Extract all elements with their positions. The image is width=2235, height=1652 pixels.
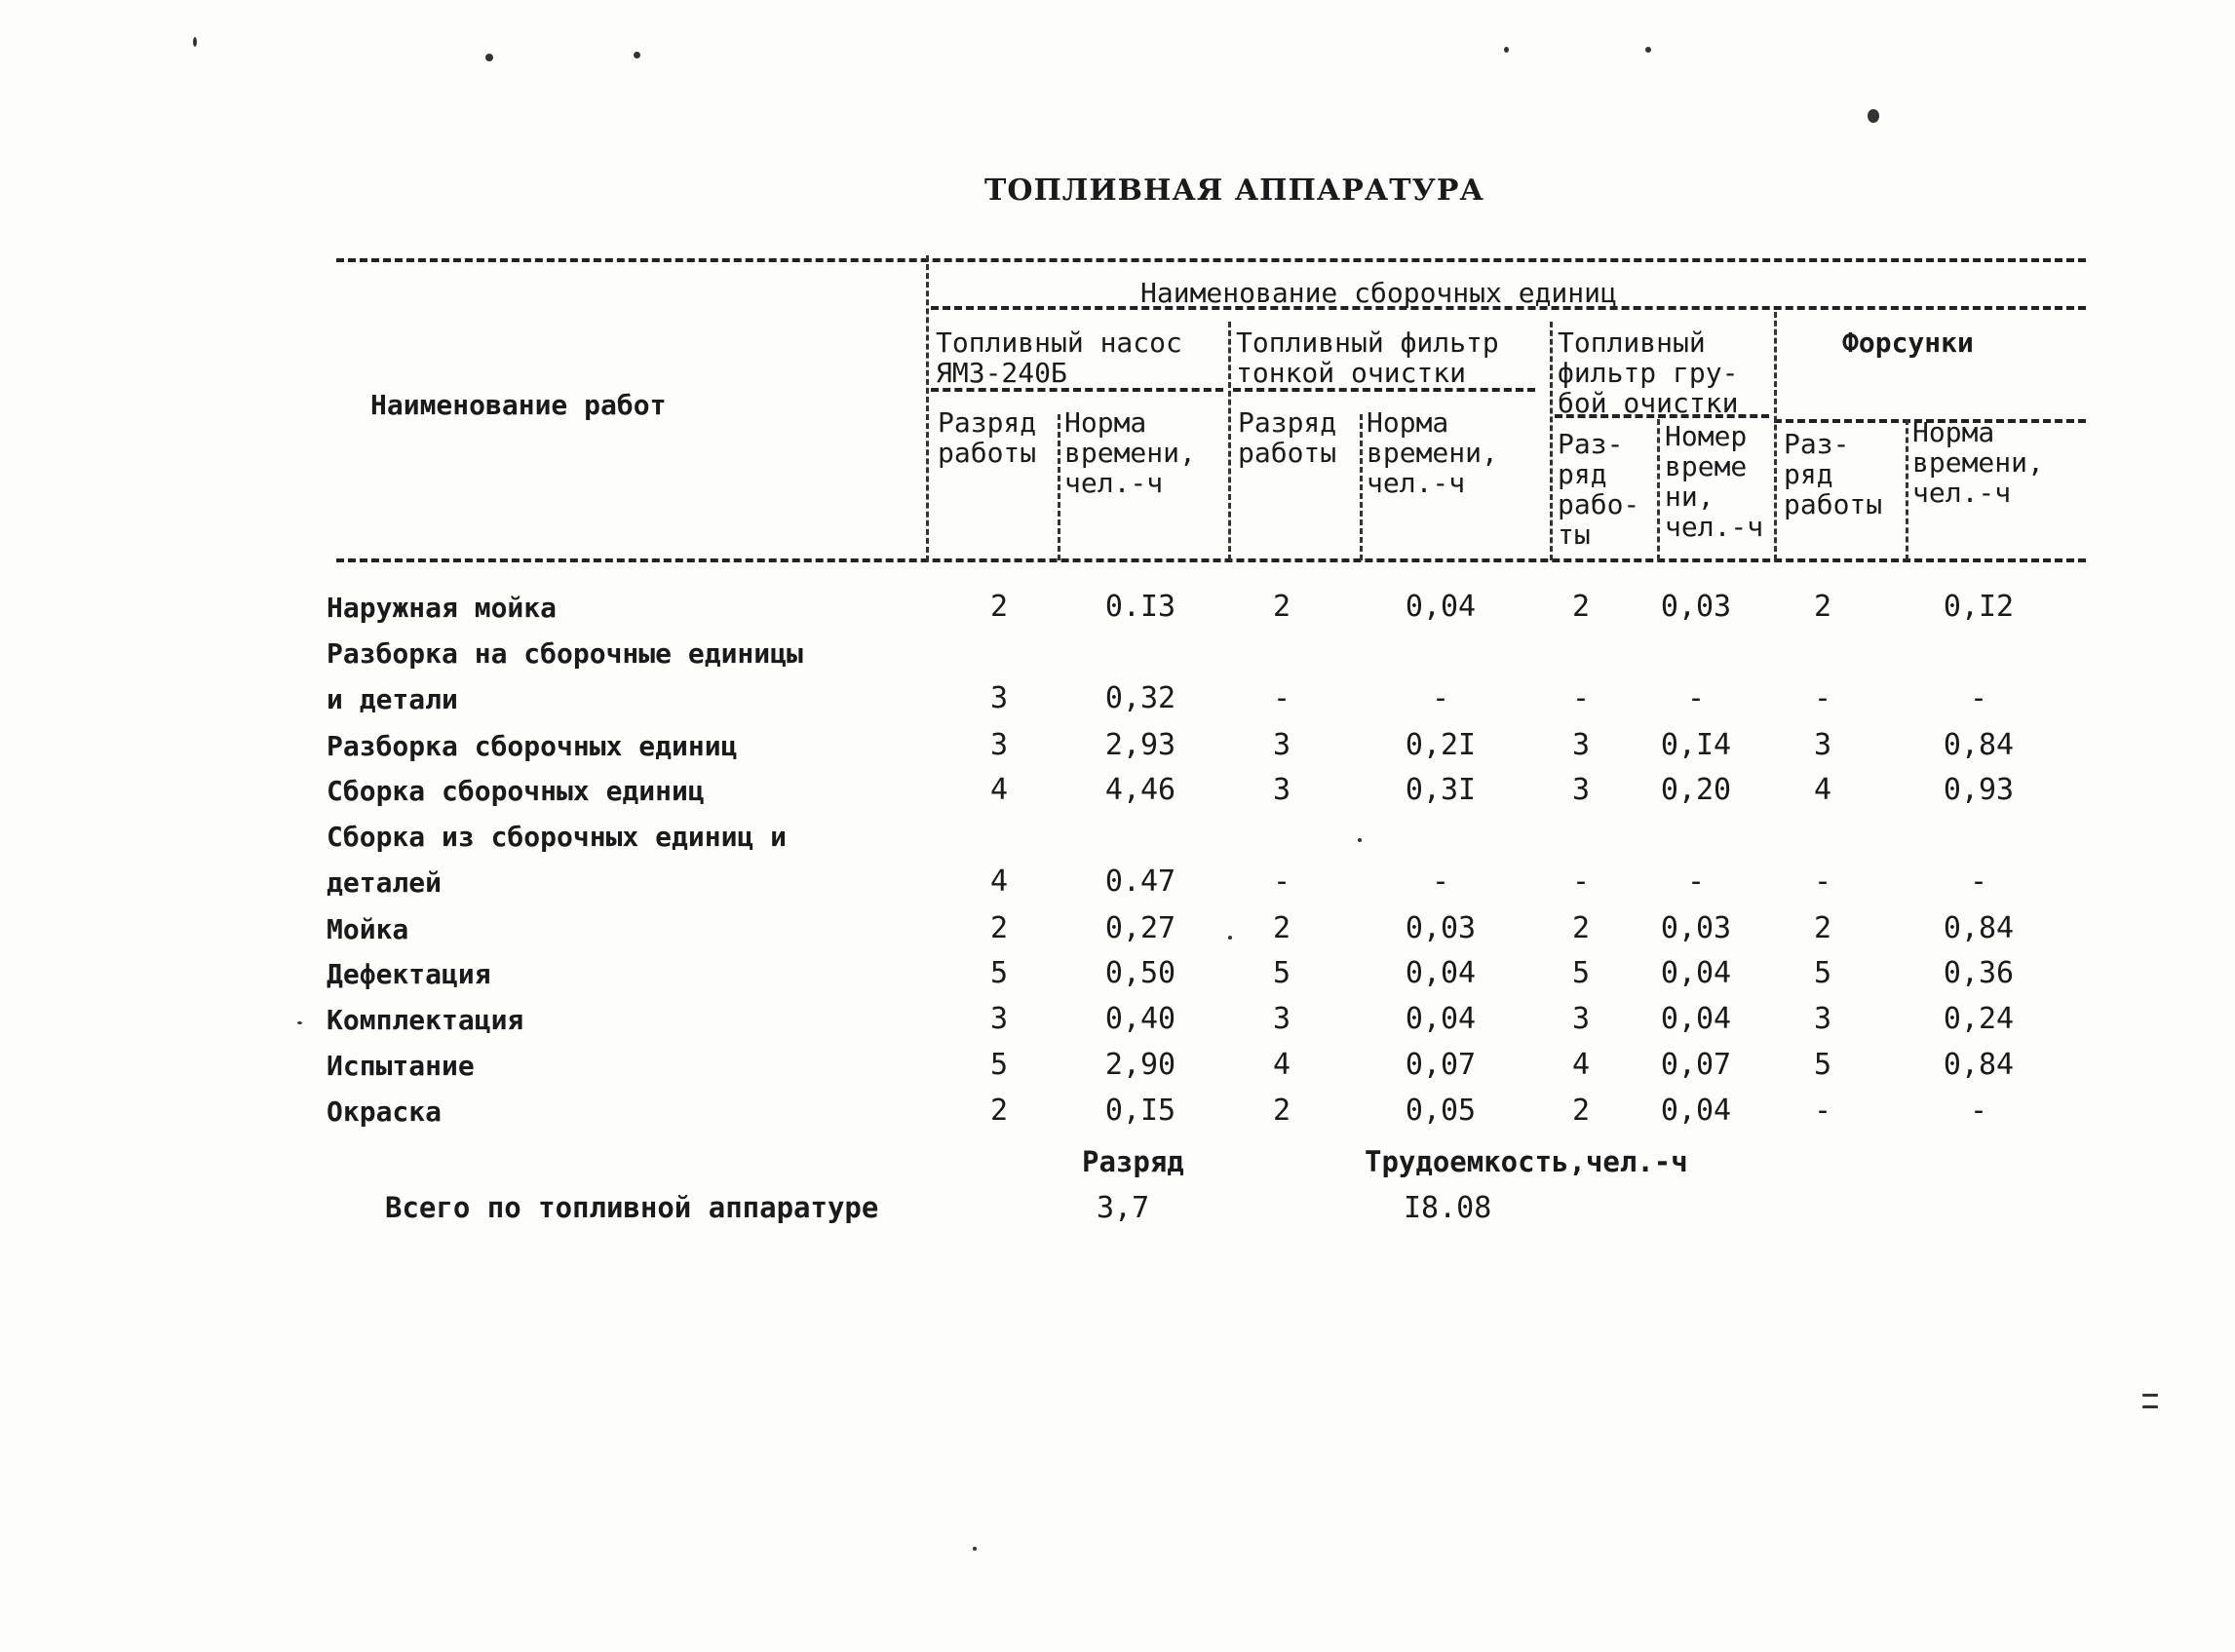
col-separator-7	[1906, 419, 1908, 560]
table-cell: 3	[1571, 773, 1591, 807]
table-cell: 2	[1813, 911, 1832, 945]
table-cell: -	[1686, 681, 1706, 715]
table-cell: 2,90	[1104, 1048, 1176, 1082]
table-cell: 2	[1571, 1094, 1591, 1128]
group-fuel-pump-line1: Топливный насос	[936, 327, 1182, 359]
scan-speck	[634, 52, 640, 58]
col-separator-4	[1550, 322, 1553, 560]
works-name-header: Наименование работ	[370, 389, 667, 421]
subcol-5-header: Раз- ряд рабо- ты	[1558, 428, 1640, 551]
group-injectors: Форсунки	[1842, 327, 1974, 359]
row-label: Разборка на сборочные единицы	[327, 637, 803, 670]
table-cell: -	[1571, 681, 1591, 715]
table-cell: 4	[1571, 1048, 1591, 1082]
row-label: деталей	[327, 866, 443, 899]
scan-speck	[297, 1021, 302, 1024]
scan-speck	[485, 54, 493, 61]
table-cell: 0,04	[1405, 1002, 1477, 1036]
row-label: Разборка сборочных единиц	[327, 730, 738, 762]
header-bottom-rule	[336, 558, 2086, 562]
table-cell: 0,93	[1943, 773, 2015, 807]
table-top-rule	[336, 258, 2086, 262]
group-fine-filter-line2: тонкой очистки	[1236, 357, 1467, 389]
total-labor-label: Трудоемкость,чел.-ч	[1365, 1145, 1688, 1178]
row-label: и детали	[327, 683, 458, 715]
group-fuel-pump-line2: ЯМЗ-240Б	[936, 357, 1067, 389]
table-cell: 0,84	[1943, 728, 2015, 762]
group-fine-filter-line1: Топливный фильтр	[1236, 327, 1499, 359]
scan-speck	[1645, 47, 1651, 53]
table-cell: 2	[989, 590, 1009, 624]
table-cell: 0,50	[1104, 956, 1176, 990]
table-cell: 0,07	[1660, 1048, 1732, 1082]
table-cell: 0,2I	[1405, 728, 1477, 762]
table-cell: 0,24	[1943, 1002, 2015, 1036]
table-cell: 3	[989, 681, 1009, 715]
table-cell: 2	[1272, 911, 1291, 945]
table-cell: 0,04	[1405, 956, 1477, 990]
table-cell: 2	[1272, 590, 1291, 624]
table-cell: 0,03	[1660, 911, 1732, 945]
table-cell: 0,04	[1660, 1002, 1732, 1036]
row-label: Дефектация	[327, 958, 491, 990]
table-cell: -	[1431, 864, 1450, 899]
scan-speck	[973, 1547, 977, 1551]
table-cell: 0,27	[1104, 911, 1176, 945]
page-title: ТОПЛИВНАЯ АППАРАТУРА	[984, 173, 1484, 208]
table-cell: 3	[1571, 1002, 1591, 1036]
row-label: Сборка из сборочных единиц и	[327, 821, 788, 853]
col-separator-2	[1228, 322, 1231, 560]
table-cell: -	[1813, 864, 1832, 899]
row-label: Наружная мойка	[327, 592, 558, 624]
table-cell: 0,03	[1405, 911, 1477, 945]
table-cell: 0,36	[1943, 956, 2015, 990]
table-cell: 3	[1272, 773, 1291, 807]
total-rank-label: Разряд	[1082, 1145, 1184, 1178]
table-cell: 0,20	[1660, 773, 1732, 807]
scan-speck	[1868, 109, 1879, 123]
table-cell: 0,03	[1660, 590, 1732, 624]
table-cell: 3	[1272, 728, 1291, 762]
table-cell: 2	[989, 911, 1009, 945]
table-cell: 5	[1272, 956, 1291, 990]
table-cell: 0,40	[1104, 1002, 1176, 1036]
scan-speck	[1358, 838, 1362, 842]
table-cell: 3	[1571, 728, 1591, 762]
table-cell: 5	[1813, 1048, 1832, 1082]
subcol-1-header: Разряд работы	[938, 406, 1037, 469]
row-label: Мойка	[327, 913, 409, 945]
col-separator-6	[1774, 312, 1777, 560]
table-cell: 3	[1813, 728, 1832, 762]
table-cell: 0,I5	[1104, 1094, 1176, 1128]
group-coarse-filter-line2: фильтр гру-	[1558, 357, 1739, 389]
group-coarse-filter-line3: бой очистки	[1558, 387, 1739, 419]
table-cell: 4,46	[1104, 773, 1176, 807]
subcol-7-header: Раз- ряд работы	[1784, 428, 1883, 520]
subcol-4-header: Норма времени, чел.-ч	[1367, 406, 1498, 499]
table-cell: 0,04	[1660, 956, 1732, 990]
table-cell: 0,04	[1660, 1094, 1732, 1128]
table-cell: 2	[1571, 911, 1591, 945]
total-rank-value: 3,7	[1097, 1191, 1150, 1225]
table-cell: 4	[989, 864, 1009, 899]
col-separator-1	[1058, 414, 1060, 560]
table-cell: -	[1571, 864, 1591, 899]
col-separator-works	[926, 255, 929, 561]
table-cell: 3	[989, 728, 1009, 762]
table-cell: 4	[1272, 1048, 1291, 1082]
table-cell: -	[1272, 864, 1291, 899]
row-label: Сборка сборочных единиц	[327, 775, 705, 807]
table-cell: 3	[1813, 1002, 1832, 1036]
scan-speck	[2142, 1405, 2158, 1408]
table-cell: 0.47	[1104, 864, 1176, 899]
total-labor-value: I8.08	[1404, 1191, 1492, 1225]
table-cell: 2	[1571, 590, 1591, 624]
table-cell: 4	[1813, 773, 1832, 807]
total-label: Всего по топливной аппаратуре	[385, 1191, 879, 1224]
table-cell: 4	[989, 773, 1009, 807]
table-cell: -	[1431, 681, 1450, 715]
scan-speck	[1504, 47, 1509, 53]
table-cell: -	[1969, 864, 1988, 899]
scan-speck	[2142, 1394, 2158, 1397]
table-cell: 0.I3	[1104, 590, 1176, 624]
table-cell: -	[1969, 1094, 1988, 1128]
table-cell: 5	[1571, 956, 1591, 990]
table-cell: 0,32	[1104, 681, 1176, 715]
table-cell: 2	[1272, 1094, 1291, 1128]
table-cell: -	[1813, 681, 1832, 715]
table-cell: 0,07	[1405, 1048, 1477, 1082]
table-cell: 0,I2	[1943, 590, 2015, 624]
table-cell: 0,84	[1943, 1048, 2015, 1082]
table-cell: 5	[989, 956, 1009, 990]
table-cell: 0,3I	[1405, 773, 1477, 807]
subcol-8-header: Норма времени, чел.-ч	[1912, 416, 2044, 509]
scan-speck	[193, 37, 197, 47]
subcol-2-header: Норма времени, чел.-ч	[1064, 406, 1196, 499]
table-cell: 0,05	[1405, 1094, 1477, 1128]
col-separator-3	[1360, 414, 1363, 560]
table-cell: 2,93	[1104, 728, 1176, 762]
table-cell: 2	[989, 1094, 1009, 1128]
table-cell: 5	[989, 1048, 1009, 1082]
table-cell: 2	[1813, 590, 1832, 624]
col-separator-5	[1657, 419, 1660, 560]
table-cell: -	[1686, 864, 1706, 899]
row-label: Испытание	[327, 1050, 475, 1082]
table-cell: -	[1813, 1094, 1832, 1128]
units-name-header: Наименование сборочных единиц	[1140, 277, 1617, 309]
table-cell: 0,84	[1943, 911, 2015, 945]
subcol-3-header: Разряд работы	[1238, 406, 1337, 469]
table-cell: 5	[1813, 956, 1832, 990]
row-label: Комплектация	[327, 1004, 524, 1036]
table-cell: 3	[989, 1002, 1009, 1036]
table-cell: 0,04	[1405, 590, 1477, 624]
scan-speck	[1228, 936, 1232, 940]
subcol-6-header: Номер време ни, чел.-ч	[1665, 420, 1764, 543]
table-cell: -	[1969, 681, 1988, 715]
group-coarse-filter-line1: Топливный	[1558, 327, 1706, 359]
table-cell: 0,I4	[1660, 728, 1732, 762]
row-label: Окраска	[327, 1095, 443, 1128]
table-cell: 3	[1272, 1002, 1291, 1036]
table-cell: -	[1272, 681, 1291, 715]
